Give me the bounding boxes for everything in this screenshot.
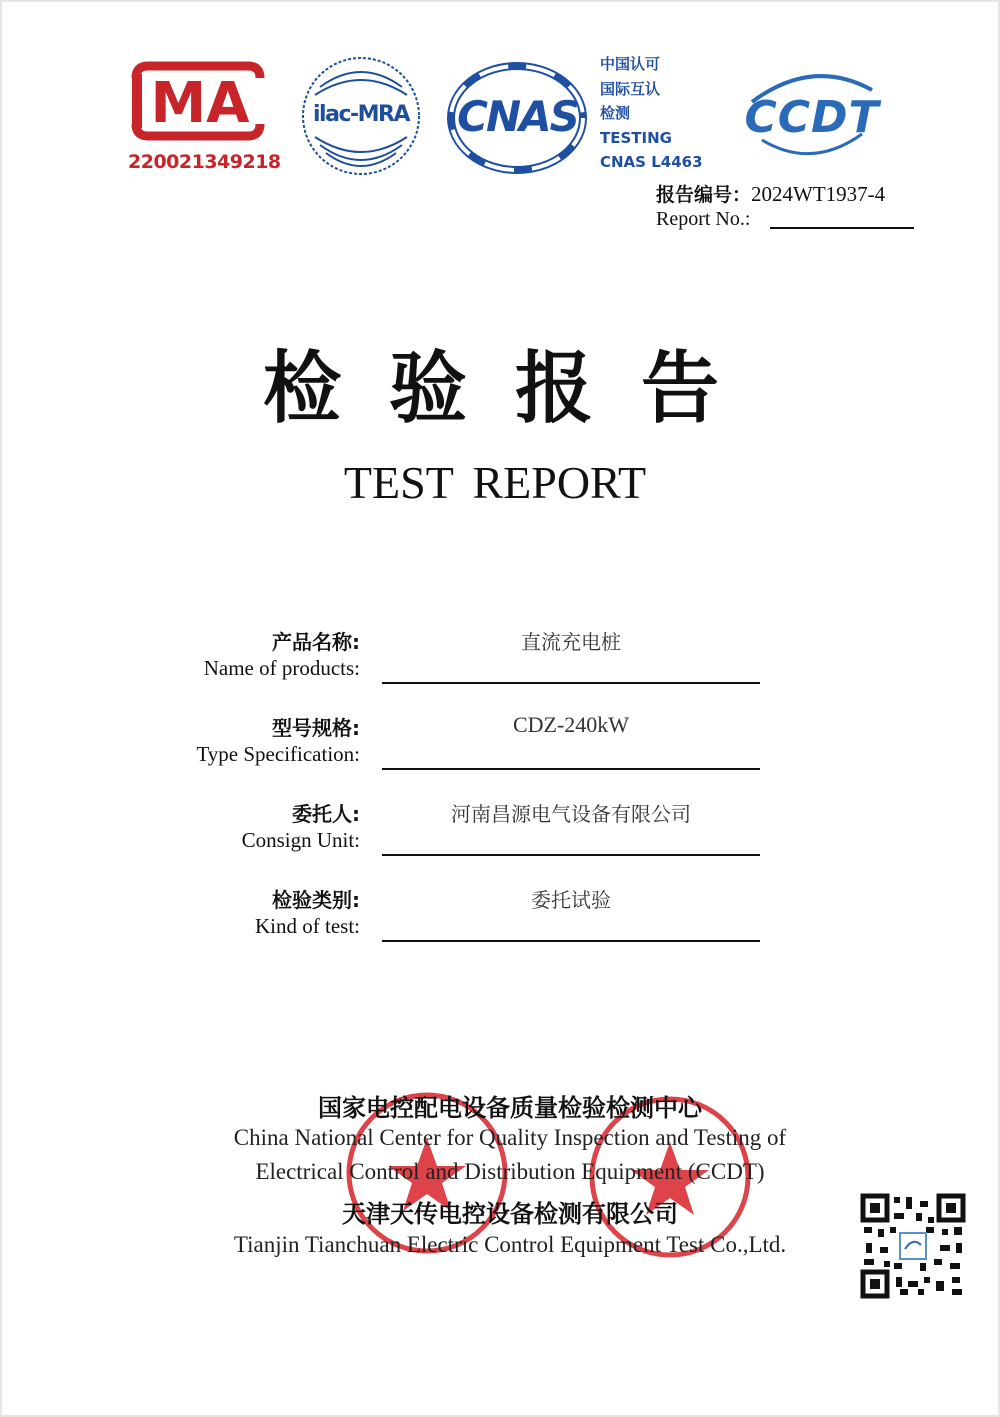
qr-code bbox=[860, 1193, 966, 1299]
qr-code-icon bbox=[860, 1193, 966, 1299]
field-label-en: Consign Unit: bbox=[241, 828, 360, 852]
report-number-value: 2024WT1937-4 bbox=[751, 182, 886, 206]
field-underline bbox=[382, 940, 760, 942]
footer-org1-en-line1: China National Center for Quality Inspection and Testing of bbox=[233, 1125, 787, 1150]
cma-mark-icon bbox=[128, 60, 268, 150]
report-number-label-cn: 报告编号： bbox=[656, 184, 752, 206]
cnas-side-line: 检测 bbox=[600, 104, 631, 122]
title-en: TEST REPORT bbox=[343, 457, 647, 508]
footer-org1-en-line2: Electrical Control and Distribution Equipment (CCDT) bbox=[255, 1159, 765, 1184]
field-label-cn: 检验类别: bbox=[272, 888, 360, 912]
cnas-side-line: CNAS L4463 bbox=[600, 153, 703, 171]
field-value: 河南昌源电气设备有限公司 bbox=[451, 802, 691, 826]
field-label-cn: 产品名称: bbox=[272, 630, 360, 654]
ccdt-logo bbox=[732, 62, 892, 162]
footer-org1-cn: 国家电控配电设备质量检验检测中心 bbox=[318, 1094, 702, 1122]
ilac-logo bbox=[300, 55, 422, 177]
field-label-cn: 型号规格: bbox=[272, 716, 360, 740]
field-underline bbox=[382, 768, 760, 770]
field-value: CDZ-240kW bbox=[512, 712, 630, 737]
field-label-en: Name of products: bbox=[203, 656, 360, 680]
cnas-side-line: TESTING bbox=[600, 128, 672, 147]
field-label-cn: 委托人: bbox=[292, 802, 360, 826]
report-number bbox=[656, 180, 976, 230]
field-underline bbox=[382, 682, 760, 684]
field-value: 直流充电桩 bbox=[521, 630, 621, 654]
footer-org2-cn: 天津天传电控设备检测有限公司 bbox=[342, 1200, 678, 1228]
cma-number: 220021349218 bbox=[128, 151, 281, 173]
report-number-underline bbox=[770, 227, 914, 229]
cma-mark-text: MA bbox=[150, 71, 250, 136]
ccdt-text: CCDT bbox=[744, 92, 880, 143]
field-type-specification bbox=[120, 712, 770, 782]
cnas-side-text bbox=[600, 52, 730, 175]
report-number-label-en: Report No.: bbox=[656, 208, 751, 230]
field-underline bbox=[382, 854, 760, 856]
title-cn: 检验报告 bbox=[262, 344, 767, 434]
cnas-logo bbox=[445, 62, 590, 174]
field-product-name bbox=[120, 626, 770, 696]
cnas-side-line: 国际互认 bbox=[600, 79, 661, 98]
cnas-text: CNAS bbox=[457, 92, 578, 141]
field-label-en: Kind of test: bbox=[255, 914, 360, 938]
cma-logo bbox=[128, 60, 281, 173]
field-value: 委托试验 bbox=[531, 888, 611, 912]
field-kind-of-test bbox=[120, 884, 770, 954]
field-label-en: Type Specification: bbox=[196, 742, 360, 766]
field-consign-unit bbox=[120, 798, 770, 868]
footer-org2-en: Tianjin Tianchuan Electric Control Equipment Test Co.,Ltd. bbox=[233, 1232, 787, 1257]
cnas-side-line: 中国认可 bbox=[600, 55, 661, 73]
ilac-text: ilac-MRA bbox=[313, 102, 409, 127]
